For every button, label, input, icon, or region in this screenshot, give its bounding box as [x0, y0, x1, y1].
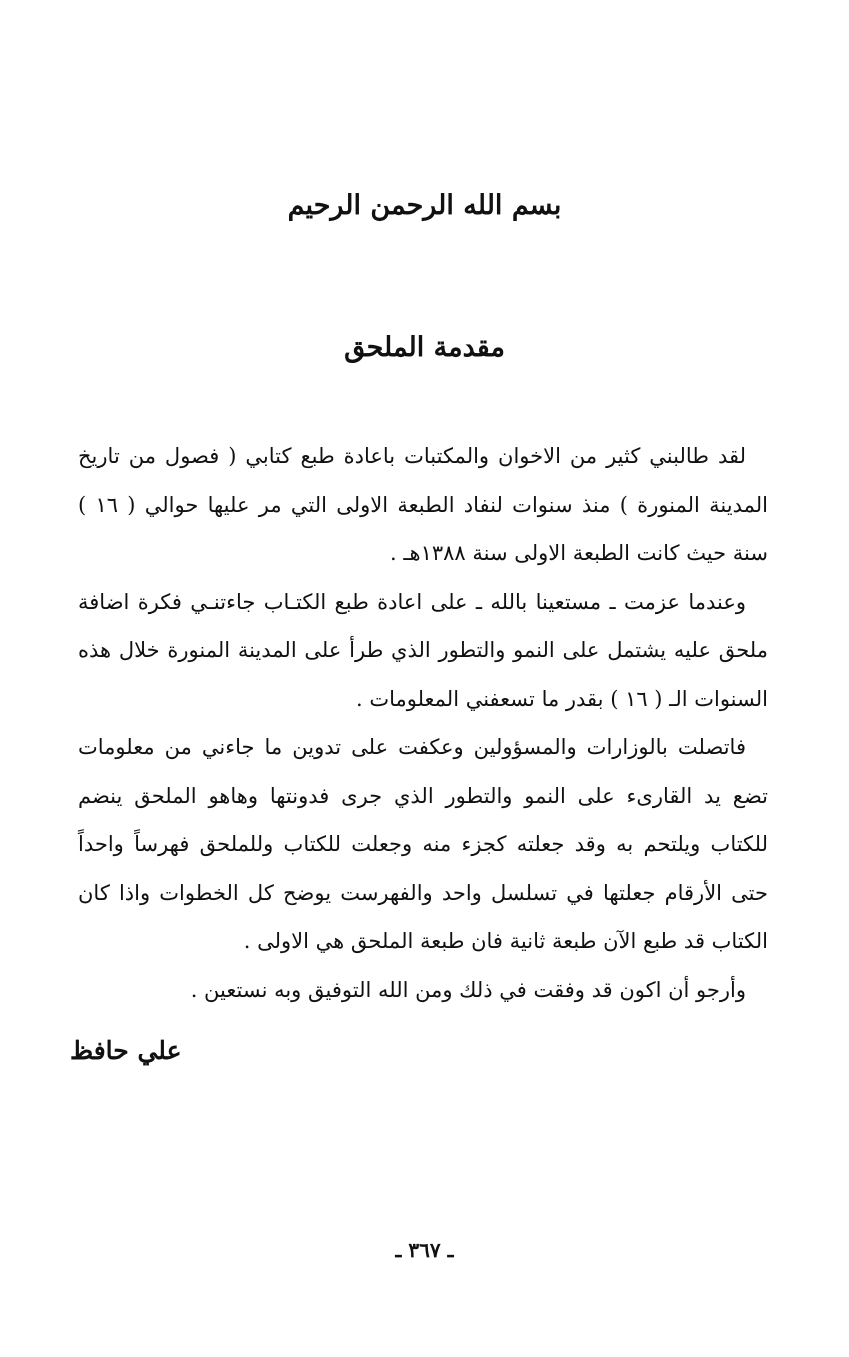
basmala: بسم الله الرحمن الرحيم	[287, 190, 562, 221]
paragraph-3: فاتصلت بالوزارات والمسؤولين وعكفت على تدوين ما جاءني من معلومات تضع يد القارىء على النمو والتطور الذي جرى فدونتها وهاهو الملحق ينضم للكتاب ويلتحم به وقد جعلته كجزء منه وجعلت للكتاب وللملحق فهرساً واحداً حتى الأرقام جعلتها في تسلسل واحد والفهرست يوضح كل الخطوات واذا كان الكتاب قد طبع الآن طبعة ثانية فان طبعة الملحق هي الاولى .	[78, 735, 768, 953]
author-signature: علي حافظ	[70, 1036, 182, 1065]
body-text	[78, 432, 768, 1014]
paragraph-1: لقد طالبني كثير من الاخوان والمكتبات باعادة طبع كتابي ( فصول من تاريخ المدينة المنورة ) منذ سنوات لنفاد الطبعة الاولى التي مر عليها حوالي ( ١٦ ) سنة حيث كانت الطبعة الاولى سنة ١٣٨٨هـ .	[78, 444, 768, 565]
page-number: ـ ٣٦٧ ـ	[395, 1238, 454, 1262]
page-title: مقدمة الملحق	[344, 332, 505, 363]
paragraph-4: وأرجو أن اكون قد وفقت في ذلك ومن الله التوفيق وبه نستعين .	[190, 977, 746, 1002]
paragraph-2: وعندما عزمت ـ مستعينا بالله ـ على اعادة طبع الكتـاب جاءتنـي فكرة اضافة ملحق عليه يشتمل على النمو والتطور الذي طرأ على المدينة المنورة خلال هذه السنوات الـ ( ١٦ ) بقدر ما تسعفني المعلومات .	[78, 589, 768, 711]
